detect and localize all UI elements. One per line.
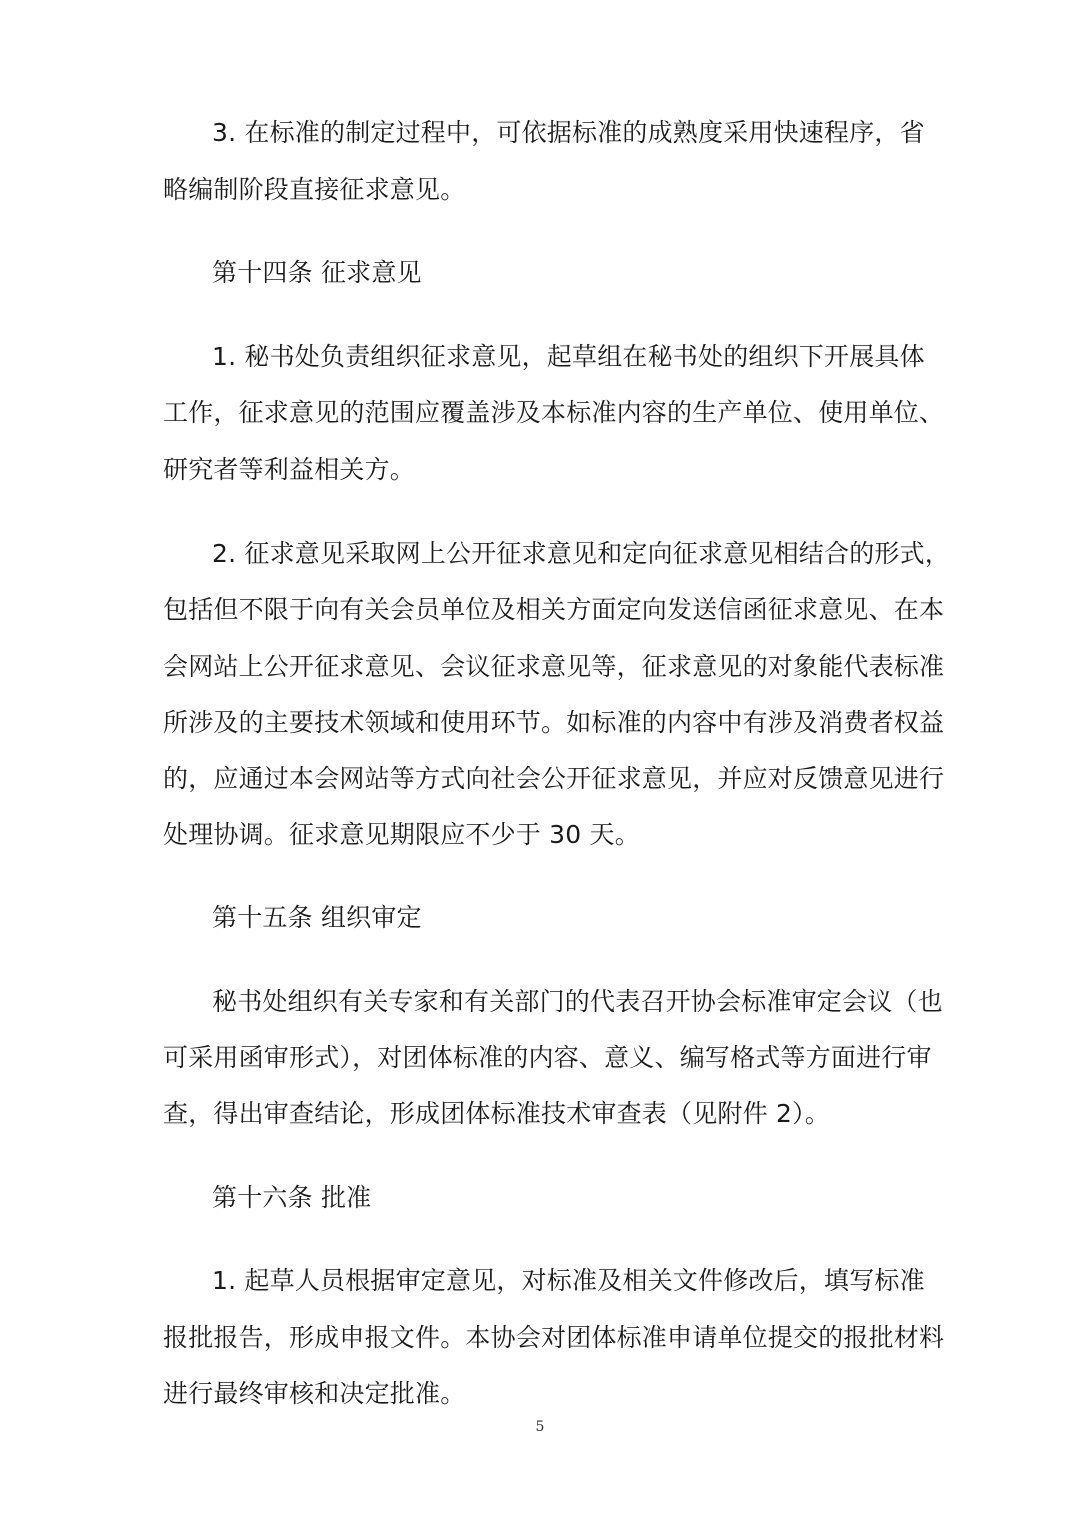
article-heading: 第十五条 组织审定 (212, 903, 422, 932)
paragraph-line: 1. 起草人员根据审定意见，对标准及相关文件修改后，填写标准 (212, 1266, 925, 1295)
paragraph-line: 进行最终审核和决定批准。 (163, 1379, 466, 1408)
paragraph-line: 2. 征求意见采取网上公开征求意见和定向征求意见相结合的形式， (212, 539, 951, 568)
article-heading: 第十四条 征求意见 (212, 258, 422, 287)
paragraph-line: 略编制阶段直接征求意见。 (163, 175, 466, 204)
paragraph-line: 所涉及的主要技术领域和使用环节。如标准的内容中有涉及消费者权益 (163, 708, 945, 737)
page-number: 5 (535, 1419, 545, 1435)
paragraph-line: 查，得出审查结论，形成团体标准技术审查表（见附件 2）。 (163, 1099, 830, 1128)
paragraph-line: 秘书处组织有关专家和有关部门的代表召开协会标准审定会议（也 (212, 987, 943, 1016)
paragraph-line: 会网站上公开征求意见、会议征求意见等，征求意见的对象能代表标准 (163, 652, 945, 681)
paragraph-line: 工作，征求意见的范围应覆盖涉及本标准内容的生产单位、使用单位、 (163, 398, 945, 427)
paragraph-line: 报批报告，形成申报文件。本协会对团体标准申请单位提交的报批材料 (163, 1323, 945, 1352)
paragraph-line: 1. 秘书处负责组织征求意见，起草组在秘书处的组织下开展具体 (212, 342, 925, 371)
paragraph-line: 3. 在标准的制定过程中，可依据标准的成熟度采用快速程序，省 (212, 118, 925, 147)
paragraph-line: 可采用函审形式），对团体标准的内容、意义、编写格式等方面进行审 (163, 1043, 932, 1072)
paragraph-line: 包括但不限于向有关会员单位及相关方面定向发送信函征求意见、在本 (163, 595, 945, 624)
paragraph-line: 的，应通过本会网站等方式向社会公开征求意见，并应对反馈意见进行 (163, 764, 945, 793)
article-heading: 第十六条 批准 (212, 1183, 372, 1212)
paragraph-line: 处理协调。征求意见期限应不少于 30 天。 (163, 820, 640, 849)
paragraph-line: 研究者等利益相关方。 (163, 455, 416, 484)
